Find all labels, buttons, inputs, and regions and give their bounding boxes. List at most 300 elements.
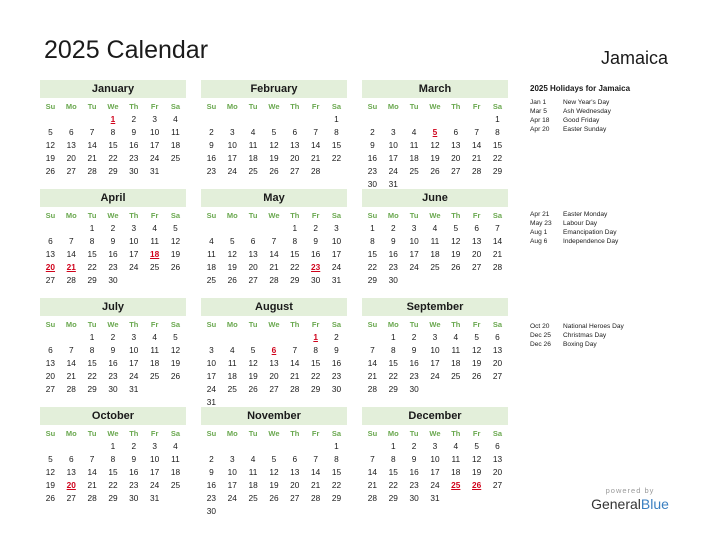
weekday-label: Th	[451, 429, 461, 438]
weekday-label: Fr	[150, 211, 159, 220]
week-row	[201, 383, 347, 396]
day-cell: 29	[311, 384, 321, 394]
month-name: January	[40, 80, 186, 98]
month-name: April	[40, 189, 186, 207]
day-cell: 15	[388, 358, 398, 368]
day-cell: 29	[87, 384, 97, 394]
day-cell: 16	[311, 249, 321, 259]
day-cell: 17	[409, 249, 419, 259]
day-cell: 19	[269, 480, 279, 490]
day-cell: 10	[331, 236, 342, 246]
holiday-item	[530, 322, 690, 331]
day-cell: 2	[313, 223, 318, 233]
week-row	[40, 453, 186, 466]
day-cell: 1	[292, 223, 298, 233]
weekday-label: Fr	[472, 102, 481, 111]
day-cell: 20	[269, 371, 279, 381]
day-cell: 29	[492, 166, 503, 176]
day-cell	[284, 113, 305, 126]
week-row	[40, 261, 186, 274]
day-cell: 19	[269, 153, 279, 163]
weekday-label: Th	[129, 102, 139, 111]
day-cell: 14	[66, 249, 76, 259]
day-cell: 2	[131, 114, 137, 124]
weekday-label: We	[429, 102, 441, 111]
weekday-label: Mo	[226, 102, 238, 111]
weekday-label: Mo	[226, 429, 238, 438]
week-row	[40, 222, 186, 235]
day-cell: 17	[227, 480, 237, 490]
week-row	[40, 274, 186, 287]
day-cell: 16	[108, 358, 118, 368]
holiday-item	[530, 107, 690, 116]
day-cell: 16	[108, 249, 118, 259]
day-cell	[243, 440, 264, 453]
day-cell	[284, 505, 305, 518]
brand-name-general: General	[591, 496, 641, 512]
day-cell: 4	[432, 223, 438, 233]
day-cell: 12	[227, 249, 237, 259]
weekday-label: Tu	[248, 320, 258, 329]
weekday-label: We	[429, 211, 441, 220]
day-cell: 30	[108, 384, 118, 394]
day-cell: 31	[430, 493, 440, 503]
week-row	[362, 492, 508, 505]
week-row	[40, 152, 186, 165]
day-cell: 11	[451, 454, 461, 464]
day-cell: 1	[110, 441, 116, 451]
day-cell: 19	[170, 358, 181, 368]
day-cell	[201, 113, 222, 126]
day-cell	[165, 274, 186, 287]
week-row	[201, 357, 347, 370]
day-cell: 3	[131, 223, 137, 233]
day-cell: 10	[227, 467, 237, 477]
day-cell: 15	[87, 358, 97, 368]
day-cell: 9	[411, 454, 417, 464]
day-cell: 14	[87, 467, 97, 477]
day-cell: 15	[311, 358, 321, 368]
day-cell: 28	[66, 384, 76, 394]
day-cell: 23	[206, 493, 217, 503]
day-cell: 4	[453, 441, 459, 451]
day-cell: 7	[292, 345, 298, 355]
weekday-label: Su	[367, 211, 378, 220]
day-cell: 18	[451, 467, 461, 477]
day-cell: 10	[150, 127, 160, 137]
day-cell	[326, 505, 347, 518]
day-cell: 30	[409, 384, 419, 394]
week-row	[40, 466, 186, 479]
day-cell	[61, 331, 82, 344]
day-cell: 26	[45, 166, 56, 176]
day-cell: 19	[472, 467, 482, 477]
weekday-label: Su	[367, 429, 378, 438]
day-cell: 7	[313, 127, 318, 137]
day-cell: 23	[206, 166, 217, 176]
day-cell: 12	[472, 454, 482, 464]
day-cell: 26	[269, 166, 279, 176]
weekday-label: Sa	[492, 102, 503, 111]
day-cell: 19	[45, 480, 56, 490]
holiday-name: Independence Day	[563, 238, 619, 245]
weekday-label: Th	[290, 211, 300, 220]
day-cell: 27	[451, 166, 461, 176]
day-cell: 6	[48, 345, 53, 355]
weekday-label: Th	[451, 320, 461, 329]
day-cell: 9	[209, 467, 214, 477]
day-cell: 11	[451, 345, 461, 355]
day-cell: 16	[206, 480, 217, 490]
day-cell	[243, 222, 264, 235]
week-row	[201, 261, 347, 274]
holiday-date: Apr 20	[530, 126, 550, 133]
day-cell: 21	[311, 480, 321, 490]
weekday-label: Sa	[331, 320, 342, 329]
weekday-label: Fr	[150, 102, 159, 111]
day-cell: 8	[370, 236, 375, 246]
day-cell	[40, 440, 61, 453]
day-cell: 28	[367, 493, 378, 503]
week-row	[40, 344, 186, 357]
day-cell: 21	[66, 371, 76, 381]
day-cell	[243, 505, 264, 518]
weekday-label: Sa	[170, 211, 181, 220]
day-cell: 17	[430, 467, 440, 477]
week-row	[40, 331, 186, 344]
day-cell: 24	[409, 262, 419, 272]
holiday-date: Dec 26	[530, 341, 551, 348]
holiday-item	[530, 228, 690, 237]
day-cell: 28	[290, 384, 300, 394]
day-cell: 25	[409, 166, 419, 176]
day-cell: 24	[227, 166, 237, 176]
holiday-date: May 23	[530, 220, 552, 227]
weekday-label: Sa	[492, 211, 503, 220]
day-cell	[82, 440, 103, 453]
weekday-label: Su	[45, 102, 56, 111]
day-cell	[487, 492, 508, 505]
day-cell: 26	[472, 371, 482, 381]
day-cell: 8	[313, 345, 318, 355]
weekday-label: We	[107, 211, 119, 220]
day-cell: 21	[367, 480, 378, 490]
day-cell: 1	[390, 441, 396, 451]
weekday-label: Mo	[387, 320, 399, 329]
week-row	[201, 113, 347, 126]
week-row	[201, 344, 347, 357]
day-cell: 27	[492, 480, 503, 490]
day-cell: 13	[269, 358, 279, 368]
weekday-label: Th	[290, 102, 300, 111]
holiday-item	[530, 98, 690, 107]
week-row	[362, 235, 508, 248]
day-cell: 9	[370, 140, 375, 150]
day-cell: 4	[152, 332, 157, 342]
day-cell: 20	[290, 480, 300, 490]
day-cell: 18	[430, 249, 440, 259]
day-cell: 20	[248, 262, 258, 272]
day-cell: 22	[388, 371, 398, 381]
weekday-label: Tu	[248, 429, 258, 438]
week-row	[201, 479, 347, 492]
day-cell: 24	[227, 493, 237, 503]
weekday-label: Sa	[331, 102, 342, 111]
brand-name-blue: Blue	[640, 496, 669, 512]
day-cell: 8	[292, 236, 298, 246]
week-row	[362, 370, 508, 383]
day-cell: 21	[367, 371, 378, 381]
day-cell: 12	[472, 345, 482, 355]
day-cell: 13	[472, 236, 482, 246]
day-cell	[243, 113, 264, 126]
weekday-label: Tu	[87, 320, 97, 329]
weekday-label: Sa	[331, 429, 342, 438]
holiday-name: Good Friday	[563, 117, 600, 124]
day-cell: 3	[229, 454, 235, 464]
day-cell: 9	[390, 236, 396, 246]
day-cell: 13	[290, 140, 300, 150]
day-cell: 6	[48, 236, 53, 246]
day-cell: 22	[108, 153, 118, 163]
day-cell	[165, 165, 186, 178]
day-cell	[466, 492, 487, 505]
day-cell: 25	[170, 153, 181, 163]
day-cell: 31	[388, 179, 398, 189]
weekday-label: We	[107, 102, 119, 111]
day-cell: 18	[170, 467, 181, 477]
holiday-day: 20	[45, 262, 56, 272]
day-cell: 5	[474, 332, 479, 342]
day-cell: 9	[131, 454, 137, 464]
holiday-day: 23	[311, 262, 321, 272]
day-cell: 24	[388, 166, 398, 176]
week-row	[201, 466, 347, 479]
weekday-label: Mo	[65, 211, 77, 220]
holiday-day: 6	[271, 345, 277, 355]
day-cell	[466, 113, 487, 126]
weekday-label: Th	[451, 211, 461, 220]
day-cell: 2	[390, 223, 396, 233]
holiday-date: Apr 21	[530, 211, 550, 218]
day-cell: 24	[430, 480, 440, 490]
holidays-heading: 2025 Holidays for Jamaica	[530, 84, 631, 93]
day-cell: 12	[451, 236, 461, 246]
day-cell: 2	[110, 332, 116, 342]
day-cell: 1	[334, 441, 339, 451]
day-cell	[466, 383, 487, 396]
weekday-header	[40, 427, 186, 440]
day-cell: 1	[89, 223, 95, 233]
month-name: October	[40, 407, 186, 425]
day-cell: 2	[334, 332, 339, 342]
day-cell: 23	[409, 371, 419, 381]
weekday-label: Sa	[331, 211, 342, 220]
day-cell: 13	[45, 358, 56, 368]
day-cell: 10	[430, 454, 440, 464]
week-row	[40, 248, 186, 261]
holiday-date: Oct 20	[530, 323, 550, 330]
day-cell: 9	[313, 236, 318, 246]
day-cell	[305, 440, 326, 453]
day-cell: 10	[409, 236, 419, 246]
day-cell: 28	[311, 166, 321, 176]
day-cell	[144, 274, 165, 287]
weekday-label: Sa	[170, 320, 181, 329]
day-cell: 13	[492, 345, 503, 355]
brand-name	[588, 496, 672, 512]
day-cell: 15	[87, 249, 97, 259]
day-cell: 11	[150, 345, 159, 355]
day-cell: 24	[206, 384, 217, 394]
week-row	[362, 274, 508, 287]
day-cell	[425, 113, 446, 126]
weekday-label: Mo	[65, 102, 77, 111]
day-cell: 25	[248, 493, 258, 503]
day-cell: 12	[269, 467, 279, 477]
day-cell	[362, 113, 383, 126]
day-cell: 3	[209, 345, 214, 355]
powered-by-text: powered by	[605, 486, 655, 495]
week-row	[40, 357, 186, 370]
day-cell: 20	[472, 249, 482, 259]
weekday-label: Sa	[170, 102, 181, 111]
week-row	[201, 492, 347, 505]
day-cell: 22	[87, 371, 97, 381]
day-cell: 11	[227, 358, 237, 368]
day-cell: 11	[150, 236, 159, 246]
day-cell: 31	[150, 493, 160, 503]
day-cell: 10	[388, 140, 398, 150]
day-cell: 26	[269, 493, 279, 503]
holiday-date: Dec 25	[530, 332, 551, 339]
day-cell: 6	[68, 454, 74, 464]
day-cell: 13	[66, 467, 76, 477]
weekday-label: Tu	[409, 429, 419, 438]
week-row	[40, 235, 186, 248]
day-cell: 19	[170, 249, 181, 259]
week-row	[201, 222, 347, 235]
day-cell: 28	[367, 384, 378, 394]
day-cell: 26	[451, 262, 461, 272]
day-cell: 7	[68, 236, 74, 246]
day-cell: 5	[173, 223, 178, 233]
day-cell: 14	[87, 140, 97, 150]
month-name: December	[362, 407, 508, 425]
holiday-name: Easter Sunday	[563, 126, 607, 133]
day-cell	[425, 274, 446, 287]
month-name: July	[40, 298, 186, 316]
week-row	[40, 139, 186, 152]
day-cell: 4	[250, 454, 256, 464]
day-cell: 4	[229, 345, 235, 355]
day-cell: 3	[131, 332, 137, 342]
day-cell: 18	[248, 153, 258, 163]
day-cell: 5	[250, 345, 256, 355]
day-cell: 22	[388, 480, 398, 490]
weekday-header	[40, 209, 186, 222]
day-cell: 21	[87, 153, 97, 163]
day-cell: 15	[331, 140, 342, 150]
day-cell: 15	[388, 467, 398, 477]
day-cell: 3	[152, 441, 157, 451]
day-cell: 15	[108, 140, 118, 150]
day-cell	[445, 113, 466, 126]
day-cell: 12	[248, 358, 258, 368]
day-cell: 16	[409, 358, 419, 368]
day-cell: 10	[129, 236, 139, 246]
day-cell: 17	[388, 153, 398, 163]
day-cell: 13	[451, 140, 461, 150]
day-cell	[201, 440, 222, 453]
day-cell: 10	[206, 358, 217, 368]
weekday-label: Mo	[65, 320, 77, 329]
weekday-header	[201, 100, 347, 113]
day-cell: 5	[474, 441, 479, 451]
day-cell: 7	[89, 454, 95, 464]
day-cell: 22	[492, 153, 503, 163]
day-cell: 10	[150, 454, 160, 464]
weekday-label: We	[268, 429, 280, 438]
month-january	[40, 80, 186, 185]
day-cell: 7	[370, 454, 375, 464]
month-name: September	[362, 298, 508, 316]
day-cell: 23	[129, 153, 139, 163]
weekday-label: Th	[290, 429, 300, 438]
day-cell: 25	[451, 371, 461, 381]
weekday-label: Mo	[387, 102, 399, 111]
weekday-label: We	[107, 320, 119, 329]
day-cell	[61, 222, 82, 235]
weekday-label: Su	[45, 320, 56, 329]
month-june	[362, 189, 508, 294]
day-cell: 31	[206, 397, 217, 407]
holiday-day: 1	[110, 114, 116, 124]
day-cell: 25	[170, 480, 181, 490]
weekday-label: We	[429, 429, 441, 438]
day-cell: 21	[290, 371, 300, 381]
country-name: Jamaica	[600, 48, 668, 68]
day-cell: 16	[409, 467, 419, 477]
month-name: February	[201, 80, 347, 98]
day-cell: 30	[129, 166, 139, 176]
day-cell: 11	[430, 236, 440, 246]
weekday-label: Mo	[65, 429, 77, 438]
week-row	[201, 505, 347, 518]
week-row	[201, 126, 347, 139]
day-cell: 6	[474, 223, 479, 233]
day-cell: 28	[66, 275, 76, 285]
day-cell: 14	[492, 236, 503, 246]
day-cell: 14	[472, 140, 482, 150]
day-cell	[284, 440, 305, 453]
day-cell: 18	[451, 358, 461, 368]
day-cell: 13	[248, 249, 258, 259]
day-cell: 15	[331, 467, 342, 477]
day-cell	[222, 505, 243, 518]
day-cell: 6	[292, 127, 298, 137]
day-cell: 18	[227, 371, 237, 381]
day-cell	[201, 222, 222, 235]
day-cell: 3	[334, 223, 339, 233]
holiday-name: New Year's Day	[563, 99, 610, 106]
holiday-day: 18	[150, 249, 160, 259]
day-cell: 5	[48, 454, 53, 464]
day-cell: 9	[131, 127, 137, 137]
month-name: November	[201, 407, 347, 425]
day-cell: 30	[388, 275, 398, 285]
weekday-label: Tu	[87, 211, 97, 220]
